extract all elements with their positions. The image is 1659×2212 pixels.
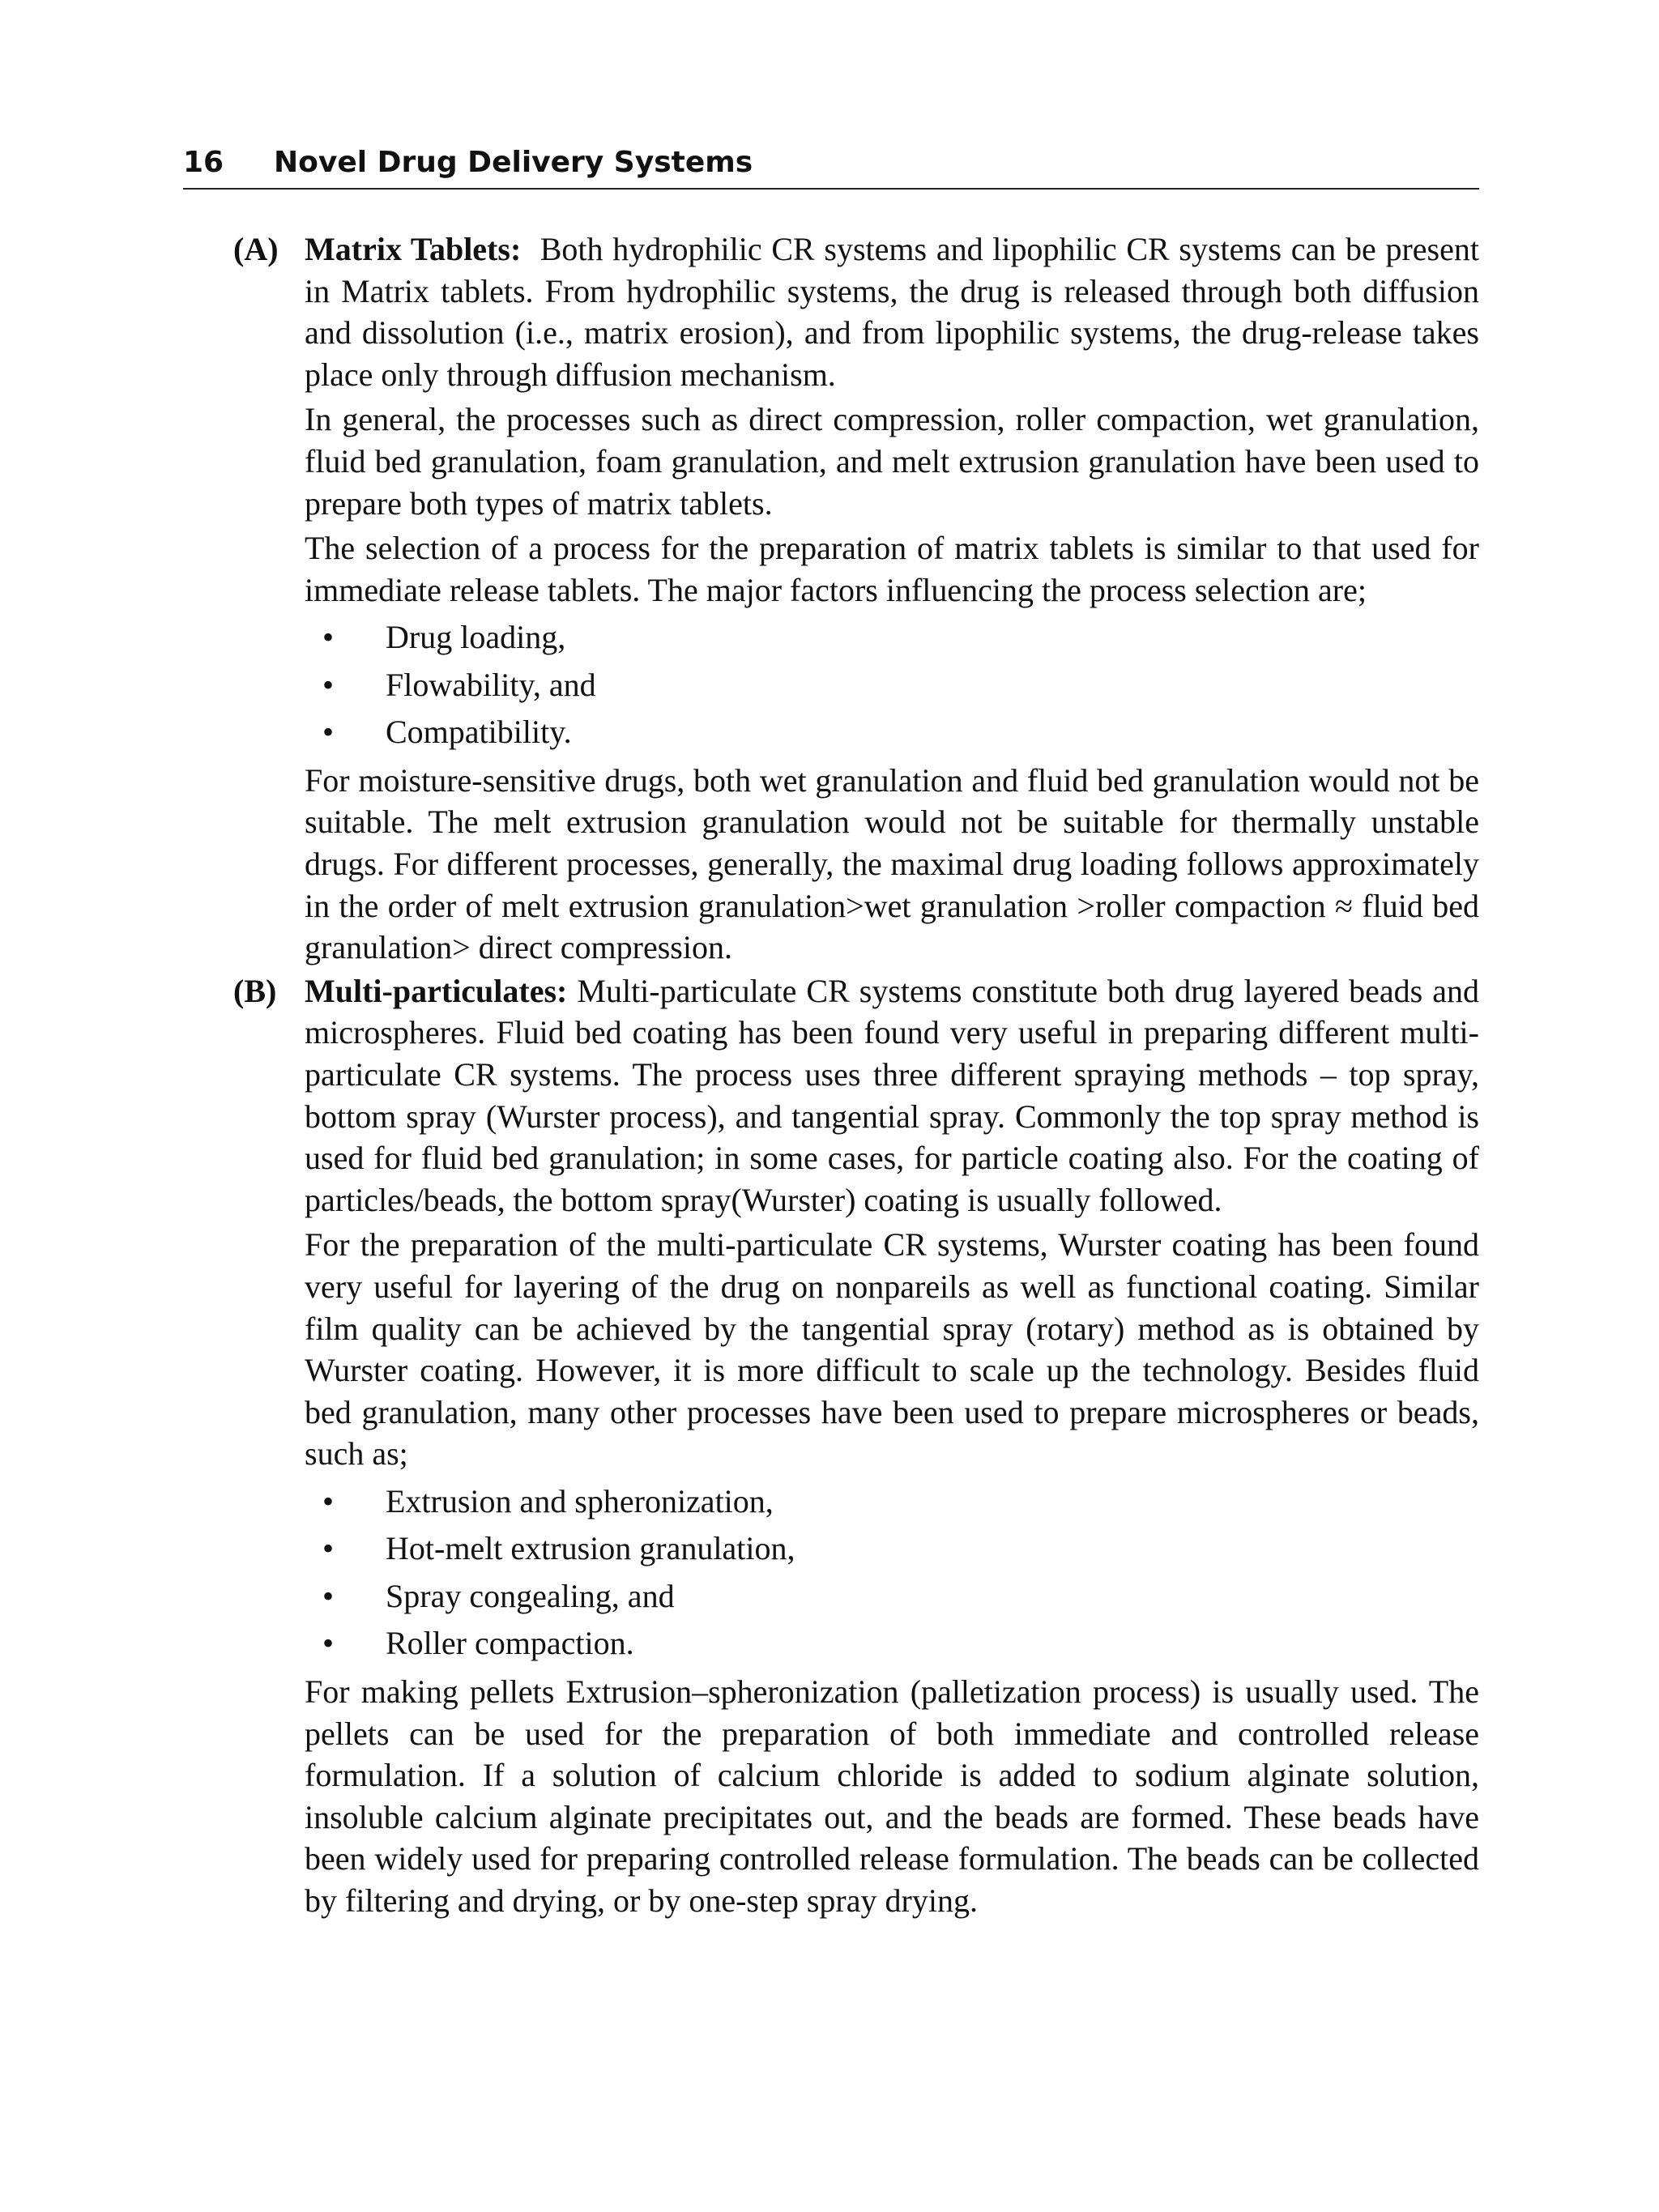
bullet-icon: • <box>322 1577 335 1614</box>
paragraph: For making pellets Extrusion–spheronization (palletization process) is usually used. The pellets can be used for the preparation of both immediate and controlled release formulation. If a solution of calcium chloride is added to sodium alginate solution, insoluble calcium alginate precipitates out, and the beads are formed. These beads have been widely used for preparing controlled release formulation. The beads can be collected by filtering and drying, or by one-step spray drying. <box>305 1673 1479 1919</box>
bullet-list <box>305 614 1479 757</box>
page-number: 16 <box>183 146 224 179</box>
paragraph: For moisture-sensitive drugs, both wet granulation and fluid bed granulation would not be suitable. The melt extrusion granulation would not be suitable for thermally unstable drugs. For different processes, generally, the maximal drug loading follows approximately in the order of melt extrusion granulation>wet granulation >roller compaction ≈ fluid bed granulation> direct compression. <box>305 761 1479 966</box>
list-item: • Hot-melt extrusion granulation, <box>305 1525 1479 1573</box>
section-matrix-tablets <box>183 228 1479 969</box>
section-multi-particulates <box>183 970 1479 1922</box>
paragraph-text: Both hydrophilic CR systems and lipophilic CR systems can be present in Matrix tablets. From hydrophilic systems, the drug is released through both diffusion and dissolution (i.e., matrix erosion), and from lipophilic systems, the drug-release takes place only through diffusion mechanism. <box>305 231 1479 393</box>
paragraph: In general, the processes such as direct compression, roller compaction, wet granulation, fluid bed granulation, foam granulation, and melt extrusion granulation have been used to prepare both types of matrix tablets. <box>305 401 1479 522</box>
paragraph <box>305 228 1479 395</box>
list-item: • Compatibility. <box>305 709 1479 757</box>
section-heading: Multi-particulates: <box>305 972 568 1009</box>
page-body <box>183 228 1479 1924</box>
bullet-icon: • <box>322 619 335 656</box>
bullet-icon: • <box>322 666 335 703</box>
paragraph-text: Multi-particulate CR systems constitute both drug layered beads and microspheres. Fluid bed coating has been found very useful in preparing different multi-particulate CR systems. The process uses three different spraying methods – top spray, bottom spray (Wurster process), and tangential spray. Commonly the top spray method is used for fluid bed granulation; in some cases, for particle coating also. For the coating of particles/beads, the bottom spray(Wurster) coating is usually followed. <box>305 972 1479 1218</box>
section-heading: Matrix Tablets: <box>305 231 522 267</box>
bullet-icon: • <box>322 1482 335 1519</box>
bullet-icon: • <box>322 1625 335 1662</box>
section-label: (B) <box>233 972 277 1009</box>
list-item: • Spray congealing, and <box>305 1573 1479 1621</box>
list-item: • Drug loading, <box>305 614 1479 662</box>
list-item: • Extrusion and spheronization, <box>305 1478 1479 1526</box>
list-item: • Flowability, and <box>305 662 1479 710</box>
list-item: • Roller compaction. <box>305 1620 1479 1668</box>
paragraph <box>305 970 1479 1221</box>
paragraph: For the preparation of the multi-particulate CR systems, Wurster coating has been found very useful for layering of the drug on nonpareils as well as functional coating. Similar film quality can be achieved by the tangential spray (rotary) method as is obtained by Wurster coating. However, it is more difficult to scale up the technology. Besides fluid bed granulation, many other processes have been used to prepare microspheres or beads, such as; <box>305 1226 1479 1473</box>
bullet-list <box>305 1478 1479 1668</box>
section-label: (A) <box>233 231 279 267</box>
book-title: Novel Drug Delivery Systems <box>274 146 753 179</box>
bullet-icon: • <box>322 1530 335 1567</box>
running-header <box>183 138 1479 190</box>
paragraph: The selection of a process for the preparation of matrix tablets is similar to that used for immediate release tablets. The major factors influencing the process selection are; <box>305 530 1479 608</box>
bullet-icon: • <box>322 714 335 751</box>
